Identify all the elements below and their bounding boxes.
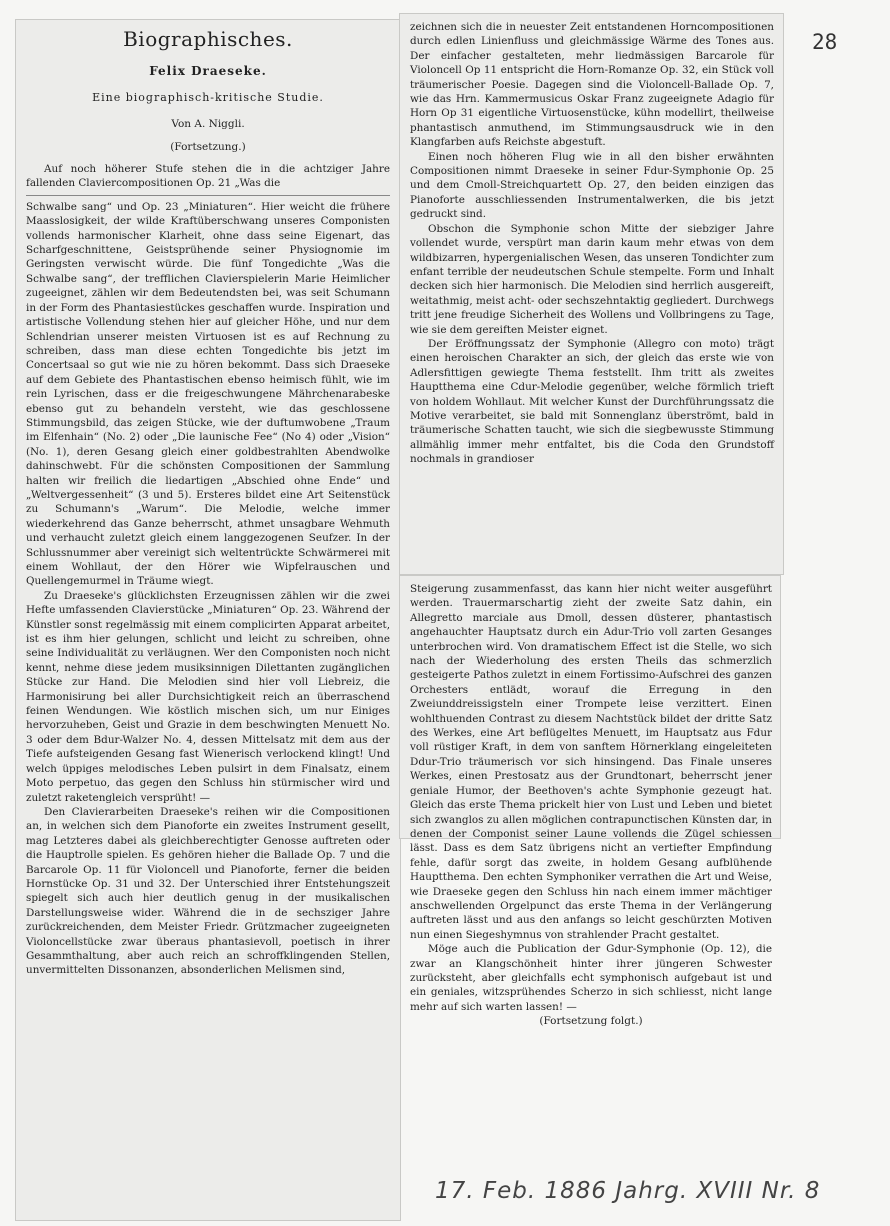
handwritten-date-note: 17. Feb. 1886 Jahrg. XVIII Nr. 8	[435, 1178, 821, 1204]
paragraph: Zu Draeseke's glücklichsten Erzeugnissen zählen wir die zwei Hefte umfassenden Clavierstücke „Miniaturen“ Op. 23. Während der Künstler sonst regelmässig mit einem complicirten Apparat arbeitet, ist es ihm hier gelungen, schlicht und leicht zu schreiben, ohne seine Individualität zu verläugnen. Wer den Componisten noch nicht kennt, nehme diese jedem musiksinnigen Dilettanten zugänglichen Stücke zur Hand. Die Melodien sind hier voll Liebreiz, die Harmonisirung bei aller Durchsichtigkeit reich an überraschend feinen Wendungen. Wie köstlich mischen sich, um nur Einiges hervorzuheben, Geist und Grazie in dem beschwingten Menuett No. 3 oder dem Bdur-Walzer No. 4, dessen Mittelsatz mit dem aus der Tiefe aufsteigenden Gesang fast Wienerisch verlockend klingt! Und welch üppiges melodisches Leben pulsirt in dem Finalsatz, einem Moto perpetuo, das gegen den Schluss hin stürmischer wird und zuletzt raketengleich versprüht! —	[26, 589, 390, 804]
clipping-divider	[26, 195, 390, 196]
continuation-label: (Fortsetzung.)	[170, 140, 246, 153]
paragraph: Obschon die Symphonie schon Mitte der siebziger Jahre vollendet wurde, verspürt man darin kaum mehr etwas von dem wildbizarren, hypergenialischen Wesen, das unseren Tondichter zum enfant terrible der neudeutschen Schule stempelte. Form und Inhalt decken sich hier harmonisch. Die Melodien sind herrlich ausgereift, weitathmig, meist acht- oder sechszehntaktig gegliedert. Durchwegs tritt jene freudige Sicherheit des Wollens und Vollbringens zu Tage, wie sie dem gereiften Meister eignet.	[410, 222, 774, 336]
right-column-bottom	[410, 582, 772, 1029]
paragraph: Einen noch höheren Flug wie in all den bisher erwähnten Compositionen nimmt Draeseke in seiner Fdur-Symphonie Op. 25 und dem Cmoll-Streichquartett Op. 27, den beiden einzigen das Pianoforte ausschliessenden Instrumentalwerken, die bis jetzt gedruckt sind.	[410, 150, 774, 221]
article-byline: Von A. Niggli.	[171, 118, 245, 131]
left-clipping	[16, 20, 400, 1220]
left-column	[26, 26, 390, 978]
page-number: 28	[812, 30, 838, 54]
right-top-clipping	[400, 14, 783, 574]
paragraph: Auf noch höherer Stufe stehen die in die achtziger Jahre fallenden Claviercompositionen Op. 21 „Was die	[26, 163, 390, 190]
paragraph: Möge auch die Publication der Gdur-Symphonie (Op. 12), die zwar an Klangschönheit hinter ihrer jüngeren Schwester zurücksteht, aber gleichfalls echt symphonisch aufgebaut ist und ein geniales, witzsprühendes Scherzo in sich schliesst, nicht lange mehr auf sich warten lassen! —	[410, 943, 772, 1013]
paragraph: Schwalbe sang“ und Op. 23 „Miniaturen“. Hier weicht die frühere Maasslosigkeit, der wilde Kraftüberschwang unseres Componisten vollends harmonischer Klarheit, ohne dass seine Eigenart, das Scharfgeschnittene, Geistsprühende seiner Physiognomie im Geringsten verwischt würde. Die fünf Tongedichte „Was die Schwalbe sang“, der trefflichen Clavierspielerin Marie Heimlicher zugeeignet, zählen wir dem Bedeutendsten bei, was seit Schumann in der Form des Phantasiestückes geschaffen wurde. Inspiration und artistische Vollendung stehen hier auf gleicher Höhe, und nur dem Schlendrian unserer meisten Virtuosen ist es auf Rechnung zu schreiben, dass man diese echten Tongedichte bis jetzt im Concertsaal so gut wie nie zu hören bekommt. Dass sich Draeseke auf dem Gebiete des Phantastischen ebenso heimisch fühlt, wie im rein Lyrischen, dass er die freigeschwungene Mährchenarabeske ebenso gut zu behandeln versteht, wie das geschlossene Stimmungsbild, das zeigen Stücke, wie der duftumwobene „Traum im Elfenhain“ (No. 2) oder „Die launische Fee“ (No 4) oder „Vision“ (No. 1), deren Gesang gleich einer goldbestrahlten Abendwolke dahinschwebt. Für die schönsten Compositionen der Sammlung halten wir freilich die liedartigen „Abschied ohne Ende“ und „Weltvergessenheit“ (3 und 5). Ersteres bildet eine Art Seitenstück zu Schumann's „Warum“. Die Melodie, welche immer wiederkehrend das Ganze beherrscht, athmet unsagbare Wehmuth und verhaucht zuletzt gleich einem langgezogenen Seufzer. In der Schlussnummer aber vereinigt sich weltentrückte Schwärmerei mit einem Wohllaut, der den Hörer wie Wipfelrauschen und Quellengemurmel in Träume wiegt.	[26, 200, 390, 588]
article-author-heading: Felix Draeseke.	[149, 64, 267, 79]
article-subtitle: Eine biographisch-kritische Studie.	[92, 90, 324, 104]
paragraph: Der Eröffnungssatz der Symphonie (Allegro con moto) trägt einen heroischen Charakter an sich, der gleich das erste wie von Adlersfittigen gewiegte Thema feststellt. Ihm tritt als zweites Hauptthema eine Cdur-Melodie gegenüber, welche förmlich trieft von holdem Wohllaut. Mit welcher Kunst der Durchführungssatz die Motive verarbeitet, sie bald mit Sonnenglanz überströmt, bald in träumerische Schatten taucht, wie sich die siegbewusste Stimmung allmählig immer mehr entfaltet, bis die Coda den Grundstoff nochmals in grandioser	[410, 337, 774, 466]
right-column-top	[410, 20, 774, 467]
paragraph: Steigerung zusammenfasst, das kann hier nicht weiter ausgeführt werden. Trauermarschartig zieht der zweite Satz dahin, ein Allegretto marciale aus Dmoll, dessen düsterer, phantastisch angehauchter Hauptsatz durch ein Adur-Trio voll zarten Gesanges unterbrochen wird. Von dramatischem Effect ist die Stelle, wo sich nach der Wiederholung des ersten Theils das schmerzlich gesteigerte Pathos zuletzt in einem Fortissimo-Aufschrei des ganzen Orchesters entlädt, worauf die Erregung in den Zweiunddreissigsteln einer Trompete leise verzittert. Einen wohlthuenden Contrast zu diesem Nachtstück bildet der dritte Satz des Werkes, eine Art beflügeltes Menuett, im Hauptsatz aus Fdur voll rüstiger Kraft, in dem von sanftem Hörnerklang eingeleiteten Ddur-Trio träumerisch vor sich hinsingend. Das Finale unseres Werkes, einen Prestosatz aus der Grundtonart, beherrscht jener geniale Humor, der Beethoven's achte Symphonie gezeugt hat. Gleich das erste Thema prickelt hier von Lust und Leben und bietet sich zwanglos zu allen möglichen contrapunctischen Künsten dar, in denen der Componist seiner Laune vollends die Zügel schiessen lässt. Dass es dem Satz übrigens nicht an vertiefter Empfindung fehle, dafür sorgt das zweite, in holdem Gesang aufblühende Hauptthema. Den echten Symphoniker verrathen die Art und Weise, wie Draeseke gegen den Schluss hin nach einem immer mächtiger anschwellenden Orgelpunct das erste Thema in der Verlängerung auftreten lässt und aus den anfangs so leicht geschürzten Motiven nun einen Siegeshymnus von strahlender Pracht gestaltet.	[410, 583, 772, 941]
end-note: (Fortsetzung folgt.)	[539, 1015, 643, 1028]
article-section-title: Biographisches.	[123, 27, 293, 51]
paragraph: zeichnen sich die in neuester Zeit entstandenen Horncompositionen durch edlen Linienfluss und gleichmässige Wärme des Tones aus. Der einfacher gestalteten, mehr liedmässigen Barcarole für Violoncell Op 11 entspricht die Horn-Romanze Op. 32, ein Stück voll träumerischer Poesie. Dagegen sind die Violoncell-Ballade Op. 7, wie das Hrn. Kammermusicus Oskar Franz zugeeignete Adagio für Horn Op 31 eigentliche Virtuosenstücke, kühn modellirt, theilweise phantastisch anmuthend, im Stimmungsausdruck wie in den Klangfarben aufs Reichste abgestuft.	[410, 21, 774, 149]
paragraph: Den Clavierarbeiten Draeseke's reihen wir die Compositionen an, in welchen sich dem Pianoforte ein zweites Instrument gesellt, mag Letzteres dabei als gleichberechtigter Genosse auftreten oder die Hauptrolle spielen. Es gehören hieher die Ballade Op. 7 und die Barcarole Op. 11 für Violoncell und Pianoforte, ferner die beiden Hornstücke Op. 31 und 32. Der Unterschied ihrer Entstehungszeit spiegelt sich auch hier deutlich genug in der musikalischen Darstellungsweise wider. Während die in de sechsziger Jahre zurückreichenden, dem Meister Friedr. Grützmacher zugeeigneten Violoncellstücke zwar überaus phantasievoll, poetisch in ihrer Gesammthaltung, aber auch reich an schroffklingenden Stellen, unvermittelten Dissonanzen, absonderlichen Melismen sind,	[26, 805, 390, 977]
